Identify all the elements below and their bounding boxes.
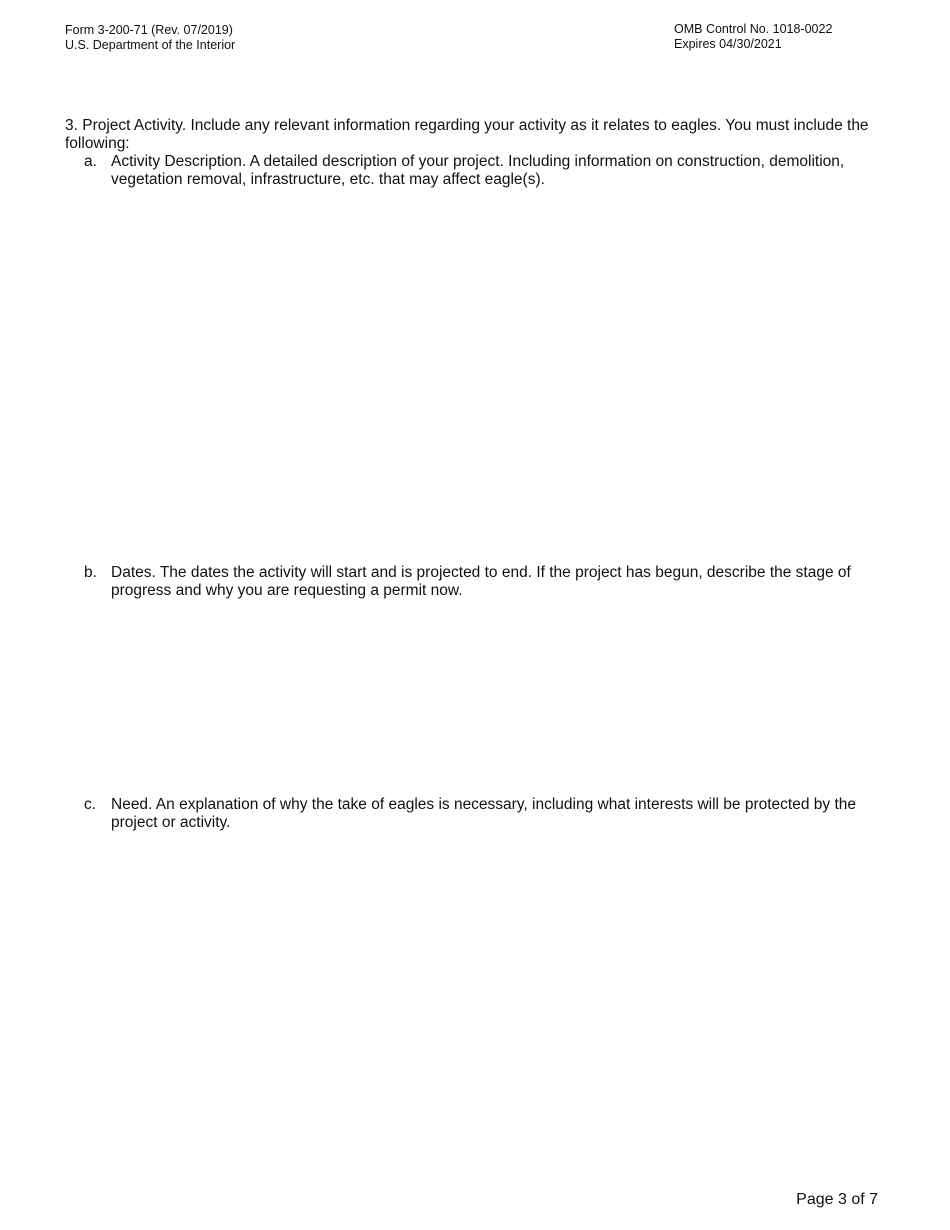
item-letter: b. <box>84 564 97 581</box>
page-number: Page 3 of 7 <box>796 1191 878 1208</box>
item-text: Need. An explanation of why the take of eagles is necessary, including what interests will be protected by the project or activity. <box>111 796 857 831</box>
item-text: Activity Description. A detailed description of your project. Including information on construction, demolition, vegetation removal, infrastructure, etc. that may affect eagle(s). <box>111 153 845 188</box>
form-number: Form 3-200-71 (Rev. 07/2019) <box>65 23 233 37</box>
dates-answer-area[interactable] <box>111 610 881 780</box>
section-intro: 3. Project Activity. Include any relevant information regarding your activity as it relates to eagles. You must include the following: <box>65 117 869 152</box>
expiration-date: Expires 04/30/2021 <box>674 37 782 51</box>
form-header-left <box>65 23 235 53</box>
need-answer-area[interactable] <box>111 842 881 1172</box>
omb-control-number: OMB Control No. 1018-0022 <box>674 22 833 36</box>
activity-description-answer-area[interactable] <box>111 200 881 550</box>
department-name: U.S. Department of the Interior <box>65 38 236 52</box>
item-letter: c. <box>84 796 97 813</box>
form-header-right <box>674 22 832 52</box>
item-letter: a. <box>84 153 97 170</box>
item-text: Dates. The dates the activity will start and is projected to end. If the project has begun, describe the stage of progress and why you are requesting a permit now. <box>111 564 851 599</box>
